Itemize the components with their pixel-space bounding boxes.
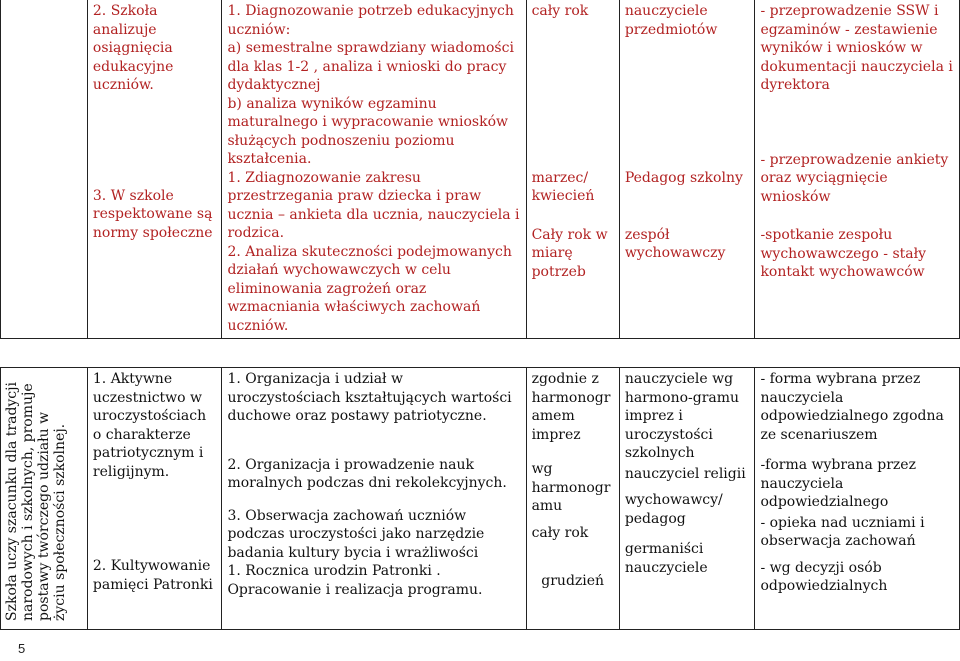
terms-cell (526, 0, 619, 338)
responsible-text: nauczyciel religii (624, 465, 746, 482)
goal-text: 2. Szkoła analizuje osiągnięcia edukacyjne uczniów. (92, 3, 174, 93)
evidence-text: -spotkanie zespołu wychowawczego - stały kontakt wychowawców (760, 227, 927, 280)
task-text: 1. Zdiagnozowanie zakresu przestrzegania praw dziecka i praw ucznia – ankieta dla ucznia, nauczyciela i rodzica. (227, 169, 520, 241)
term-text: wg harmonogr amu (531, 461, 611, 514)
term-text: cały rok (531, 524, 589, 541)
term-text: Cały rok w miarę potrzeb (531, 226, 608, 280)
task-text: b) analiza wyników egzaminu maturalnego i wypracowanie wniosków służących podnoszeniu poziomu kształcenia. (227, 95, 509, 167)
table-row (1, 368, 960, 630)
task-text: 2. Organizacja i prowadzenie nauk moralnych podczas dni rekolekcyjnych. (227, 456, 507, 491)
evidence-cell (755, 368, 960, 630)
table-row (1, 0, 960, 338)
goals-cell (87, 368, 222, 630)
evidence-text: - opieka nad uczniami i obserwacja zachowań (760, 514, 925, 549)
goal-text: 1. Aktywne uczestnictwo w uroczystościach o charakterze patriotycznym i religijnym. (92, 371, 207, 480)
term-text: marzec/ kwiecień (531, 169, 595, 204)
tasks-cell (222, 0, 526, 338)
task-text: 1. Organizacja i udział w uroczystościach kształtujących wartości duchowe oraz postawy patriotyczne. (227, 371, 512, 424)
vertical-heading: Szkoła uczy szacunku dla tradycji narodowych i szkolnych, promuje postawy twórczego udziału w życiu społeczności szkolnej. (4, 382, 68, 621)
evidence-text: - wg decyzji osób odpowiedzialnych (760, 559, 888, 594)
responsible-text: germaniści nauczyciele (624, 541, 708, 576)
evidence-text: - forma wybrana przez nauczyciela odpowiedzialnego zgodna ze scenariuszem (760, 371, 944, 443)
term-text: grudzień (541, 573, 605, 589)
responsible-cell (619, 368, 755, 630)
task-text: a) semestralne sprawdziany wiadomości dla klas 1-2 , analiza i wnioski do pracy dydaktycznej (227, 40, 514, 93)
term-text: cały rok (531, 3, 589, 19)
terms-cell (526, 368, 619, 630)
evidence-text: - przeprowadzenie SSW i egzaminów - zestawienie wyników i wniosków w dokumentacji nauczyciela i dyrektora (760, 3, 953, 93)
task-text: 1. Diagnozowanie potrzeb edukacyjnych uczniów: (227, 3, 514, 38)
goal-text: 3. W szkole respektowane są normy społeczne (92, 187, 213, 241)
responsible-text: nauczyciele wg harmono-gramu imprez i uroczystości szkolnych (624, 371, 740, 461)
tasks-cell (222, 368, 526, 630)
responsible-text: Pedagog szkolny (624, 170, 743, 186)
goals-cell (87, 0, 222, 338)
goal-text: 2. Kultywowanie pamięci Patronki (92, 558, 213, 593)
term-text: zgodnie z harmonogr amem imprez (531, 371, 611, 443)
evidence-text: - przeprowadzenie ankiety oraz wyciągnięcie wniosków (760, 151, 949, 205)
task-text: 1. Rocznica urodzin Patronki . Opracowanie i realizacja programu. (227, 563, 483, 598)
task-text: 2. Analiza skuteczności podejmowanych działań wychowawczych w celu eliminowania zagrożeń oraz wzmacniania właściwych zachowań uczniów. (227, 243, 512, 334)
responsible-text: zespół wychowawczy (624, 226, 726, 261)
evidence-cell (755, 0, 960, 338)
responsible-text: nauczyciele przedmiotów (624, 3, 718, 38)
evidence-text: -forma wybrana przez nauczyciela odpowiedzialnego (760, 457, 916, 510)
responsible-cell (619, 0, 755, 338)
plan-table-bottom (0, 367, 960, 630)
task-text: 3. Obserwacja zachowań uczniów podczas uroczystości jako narzędzie badania kultury bycia i wrażliwości (227, 507, 485, 561)
page-number: 5 (18, 641, 26, 656)
empty-heading-cell (1, 0, 88, 338)
vertical-heading-cell (1, 368, 88, 630)
responsible-text: wychowawcy/ pedagog (624, 492, 723, 527)
